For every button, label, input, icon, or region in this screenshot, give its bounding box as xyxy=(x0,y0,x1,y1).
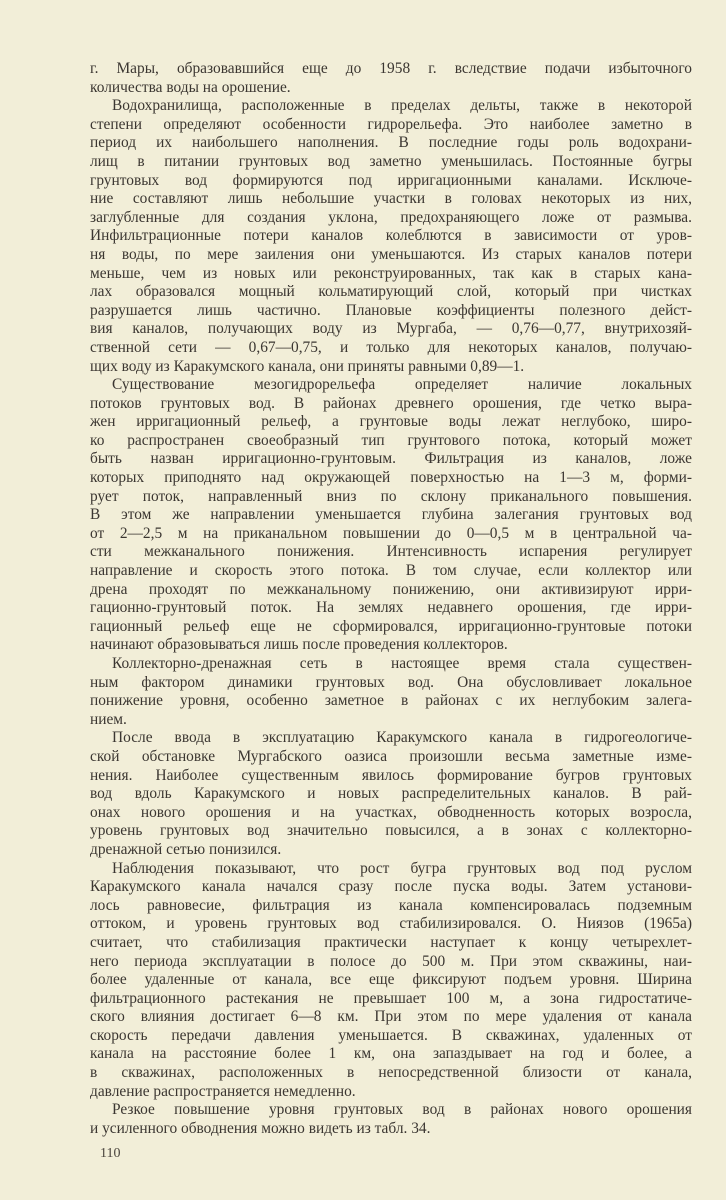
text-line: дренажной сетью понизился. xyxy=(90,840,282,858)
text-line: грунтовых вод формируются под ирригационными каналами. Исключе- xyxy=(90,171,692,189)
text-line: онах нового орошения и на участках, обводненность которых возросла, xyxy=(90,803,692,821)
text-line: направление и скорость этого потока. В том случае, если коллектор или xyxy=(90,562,692,580)
page-body-text xyxy=(90,60,692,1138)
text-line: Наблюдения показывают, что рост бугра грунтовых вод под руслом xyxy=(112,859,692,877)
text-line: После ввода в эксплуатацию Каракумского канала в гидрогеологиче- xyxy=(112,729,692,747)
text-line: лищ в питании грунтовых вод заметно уменьшилась. Постоянные бугры xyxy=(90,152,692,170)
text-line: в скважинах, расположенных в непосредственной близости от канала, xyxy=(90,1064,692,1082)
paragraph xyxy=(90,655,692,729)
text-line: начинают образовываться лишь после проведения коллекторов. xyxy=(90,636,508,654)
paragraph xyxy=(90,376,692,655)
text-line: щих воду из Каракумского канала, они приняты равными 0,89—1. xyxy=(90,357,525,375)
text-line: Коллекторно-дренажная сеть в настоящее время стала существен- xyxy=(112,655,692,672)
text-line: понижение уровня, особенно заметное в районах с их неглубоким залега- xyxy=(90,692,692,710)
text-line: вия каналов, получающих воду из Мургаба, — 0,76—0,77, внутрихозяй- xyxy=(90,320,692,338)
text-line: быть назван ирригационно-грунтовым. Фильтрация из каналов, ложе xyxy=(90,450,692,468)
text-line: потоков грунтовых вод. В районах древнего орошения, где четко выра- xyxy=(90,394,692,412)
text-line: В этом же направлении уменьшается глубина залегания грунтовых вод xyxy=(90,506,692,524)
text-line: жен ирригационный рельеф, а грунтовые воды лежат неглубоко, широ- xyxy=(90,413,692,431)
paragraph xyxy=(90,97,692,376)
text-line: скорость передачи давления уменьшается. В скважинах, удаленных от xyxy=(90,1026,692,1044)
text-line: Существование мезогидрорельефа определяет наличие локальных xyxy=(112,376,692,394)
text-line: фильтрационного растекания не превышает 100 м, а зона гидростатиче- xyxy=(90,989,692,1007)
text-line: от 2—2,5 м на приканальном повышении до 0—0,5 м в центральной ча- xyxy=(90,524,692,542)
text-line: ской обстановке Мургабского оазиса произошли весьма заметные изме- xyxy=(90,747,692,765)
text-line: уровень грунтовых вод значительно повысился, а в зонах с коллекторно- xyxy=(90,822,692,840)
text-line: количества воды на орошение. xyxy=(90,78,291,96)
text-line: канала на расстояние более 1 км, она запаздывает на год и более, а xyxy=(90,1045,692,1063)
text-line: считает, что стабилизация практически наступает к концу четырехлет- xyxy=(90,933,692,951)
text-line: ственной сети — 0,67—0,75, и только для некоторых каналов, получаю- xyxy=(90,338,692,356)
text-line: гационно-грунтовый поток. На землях недавнего орошения, где ирри- xyxy=(90,599,692,617)
text-line: ня воды, по мере заиления они уменьшаются. Из старых каналов потери xyxy=(90,245,692,263)
text-line: Водохранилища, расположенные в пределах дельты, также в некоторой xyxy=(112,97,692,115)
text-line: которых приподнято над окружающей поверхностью на 1—3 м, форми- xyxy=(90,469,692,487)
text-line: вод вдоль Каракумского и новых распределительных каналов. В рай- xyxy=(90,785,692,803)
text-line: нения. Наиболее существенным явилось формирование бугров грунтовых xyxy=(90,766,692,784)
text-line: период их наибольшего наполнения. В последние годы роль водохрани- xyxy=(90,134,692,152)
text-line: разрушается лишь частично. Плановые коэффициенты полезного дейст- xyxy=(90,301,692,319)
text-line: ным фактором динамики грунтовых вод. Она обусловливает локальное xyxy=(90,673,692,691)
paragraph xyxy=(90,729,692,859)
text-line: лах образовался мощный кольматирующий слой, который при чистках xyxy=(90,283,692,301)
text-line: меньше, чем из новых или реконструированных, так как в старых кана- xyxy=(90,264,692,282)
text-line: нием. xyxy=(90,710,127,728)
paragraph xyxy=(90,860,692,1102)
text-line: гационный рельеф еще не сформировался, ирригационно-грунтовые потоки xyxy=(90,617,692,635)
text-line: сти межканального понижения. Интенсивность испарения регулирует xyxy=(90,543,692,561)
text-line: ского влияния достигает 6—8 км. При этом по мере удаления от канала xyxy=(90,1008,692,1026)
text-line: давление распространяется немедленно. xyxy=(90,1082,356,1100)
text-line: Каракумского канала начался сразу после пуска воды. Затем установи- xyxy=(90,878,692,896)
text-line: лось равновесие, фильтрация из канала компенсировалась подземным xyxy=(90,896,692,914)
text-line: Инфильтрационные потери каналов колеблются в зависимости от уров- xyxy=(90,227,692,245)
paragraph xyxy=(90,1101,692,1138)
text-line: ние составляют лишь небольшие участки в головах некоторых из них, xyxy=(90,190,692,208)
paragraph xyxy=(90,60,692,97)
text-line: заглубленные для создания уклона, предохраняющего ложе от размыва. xyxy=(90,208,692,226)
text-line: него периода эксплуатации в полосе до 500 м. При этом скважины, наи- xyxy=(90,952,692,970)
page-number: 110 xyxy=(100,1146,121,1161)
text-line: г. Мары, образовавшийся еще до 1958 г. вследствие подачи избыточного xyxy=(90,60,692,77)
text-line: более удаленные от канала, все еще фиксируют подъем уровня. Ширина xyxy=(90,971,692,989)
text-line: Резкое повышение уровня грунтовых вод в районах нового орошения xyxy=(112,1101,692,1119)
text-line: степени определяют особенности гидрорельефа. Это наиболее заметно в xyxy=(90,115,692,133)
text-line: и усиленного обводнения можно видеть из табл. 34. xyxy=(90,1119,431,1137)
text-line: дрена проходят по межканальному понижению, они активизируют ирри- xyxy=(90,580,692,598)
text-line: оттоком, и уровень грунтовых вод стабилизировался. О. Ниязов (1965а) xyxy=(90,915,692,933)
text-line: ко распространен своеобразный тип грунтового потока, который может xyxy=(90,431,692,449)
text-line: рует поток, направленный вниз по склону приканального повышения. xyxy=(90,487,692,505)
